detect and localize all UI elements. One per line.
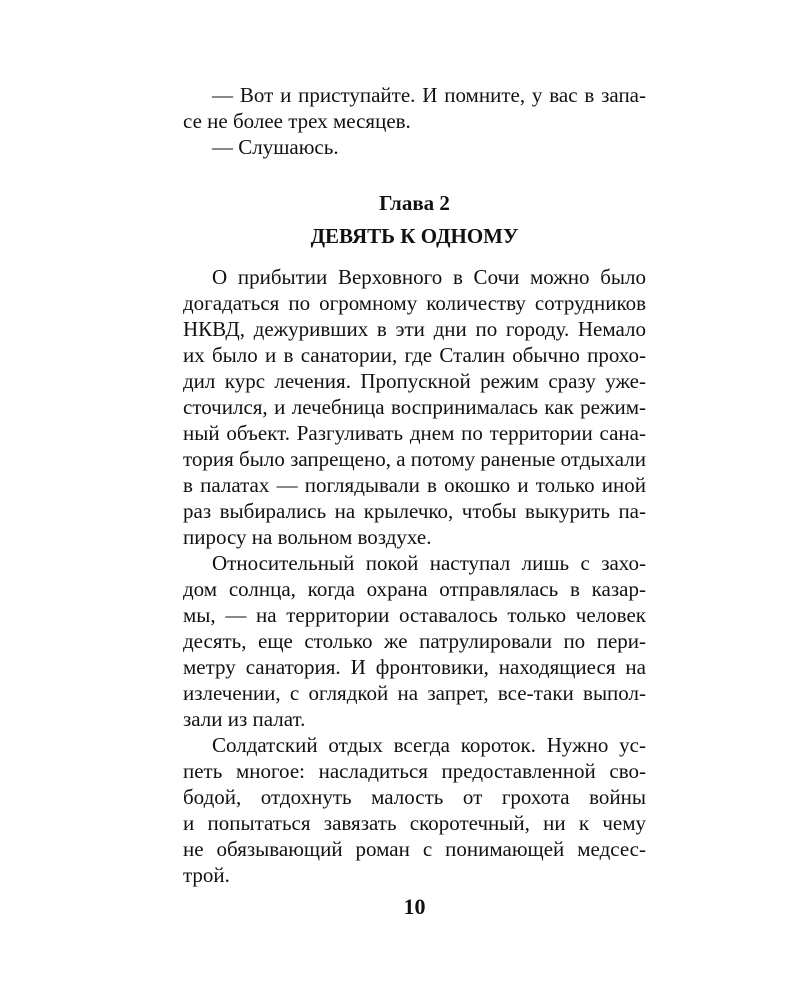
paragraph-line: бодой, отдохнуть малость от грохота войны (183, 785, 646, 809)
paragraph-line: тория было запрещено, а потому раненые отдыхали (183, 447, 646, 471)
paragraph-line: дом солнца, когда охрана отправлялась в казар- (183, 577, 646, 601)
paragraph-line: ный объект. Разгуливать днем по территории сана- (183, 421, 646, 445)
paragraph-line: мы, — на территории оставалось только человек (183, 603, 646, 627)
dialogue-line: — Вот и приступайте. И помните, у вас в запа- (212, 83, 646, 107)
paragraph-line: не обязывающий роман с понимающей медсес- (183, 837, 646, 861)
paragraph-line: догадаться по огромному количеству сотрудников (183, 291, 646, 315)
paragraph-line: НКВД, дежуривших в эти дни по городу. Немало (183, 317, 646, 341)
paragraph-line: зали из палат. (183, 707, 306, 731)
paragraph-line: Солдатский отдых всегда короток. Нужно ус- (212, 733, 646, 757)
dialogue-line: се не более трех месяцев. (183, 109, 411, 133)
paragraph-line: дил курс лечения. Пропускной режим сразу уже- (183, 369, 646, 393)
paragraph-line: петь многое: насладиться предоставленной сво- (183, 759, 646, 783)
paragraph-line: десять, еще столько же патрулировали по пери- (183, 629, 646, 653)
chapter-number: Глава 2 (379, 191, 450, 215)
paragraph-line: трой. (183, 863, 230, 887)
paragraph-line: в палатах — поглядывали в окошко и только иной (183, 473, 646, 497)
paragraph-line: раз выбирались на крылечко, чтобы выкурить па- (183, 499, 646, 523)
page-number: 10 (403, 894, 426, 919)
paragraph-line: О прибытии Верховного в Сочи можно было (212, 265, 646, 289)
dialogue-line: — Слушаюсь. (212, 135, 339, 159)
paragraph-line: Относительный покой наступал лишь с захо- (212, 551, 646, 575)
paragraph-line: излечении, с оглядкой на запрет, все-таки выпол- (183, 681, 646, 705)
chapter-title: ДЕВЯТЬ К ОДНОМУ (310, 224, 519, 248)
paragraph-line: метру санатория. И фронтовики, находящиеся на (183, 655, 646, 679)
paragraph-line: их было и в санатории, где Сталин обычно прохо- (183, 343, 646, 367)
paragraph-line: пиросу на вольном воздухе. (183, 525, 432, 549)
paragraph-line: сточился, и лечебница воспринималась как режим- (183, 395, 646, 419)
paragraph-line: и попытаться завязать скоротечный, ни к чему (183, 811, 646, 835)
